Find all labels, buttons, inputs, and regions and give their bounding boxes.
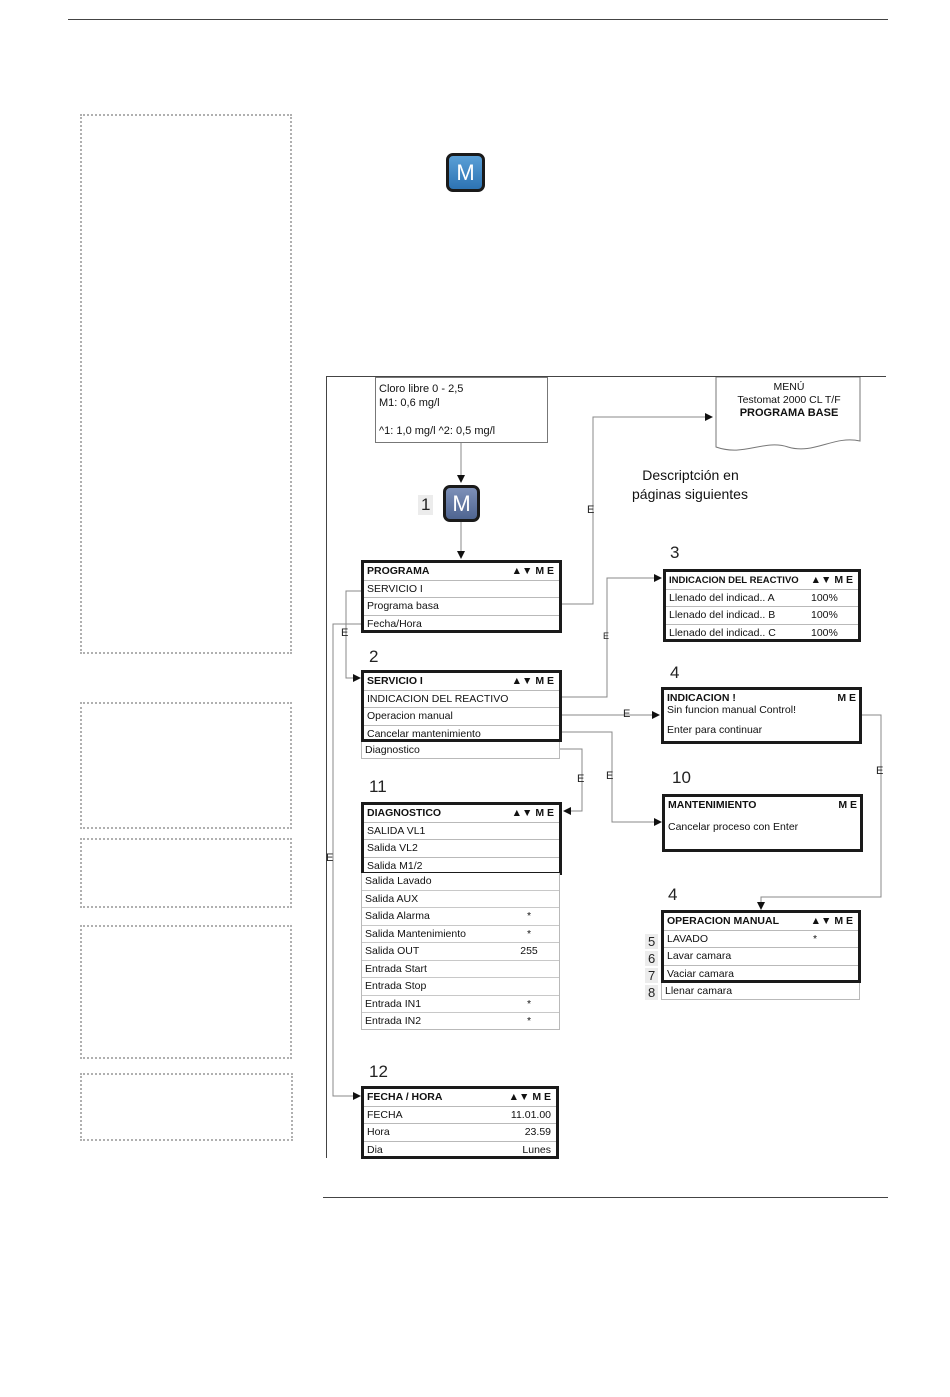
servicio-title: SERVICIO I: [367, 675, 423, 687]
programa-nav: ▲▼ M E: [511, 565, 554, 577]
fecha-row-fecha[interactable]: FECHA 11.01.00: [364, 1107, 556, 1125]
enter-label-2: E: [341, 627, 349, 639]
indicacion-title: INDICACION !: [667, 692, 736, 704]
indicacion-message: [661, 687, 862, 744]
op-number-6: 6: [645, 951, 658, 966]
print-menu-line-2: Testomat 2000 CL T/F: [737, 394, 841, 406]
display-line-1: Cloro libre 0 - 2,5: [379, 383, 464, 395]
operacion-title-row: [664, 913, 858, 931]
operacion-manual-menu: [661, 910, 861, 983]
diagnostico-item-m12[interactable]: Salida M1/2: [367, 859, 423, 872]
operacion-item-llenar[interactable]: Llenar camara: [665, 985, 733, 997]
servicio-nav: ▲▼ M E: [511, 675, 554, 687]
diagnostico-extra: [361, 873, 560, 1030]
servicio-extra: [361, 742, 560, 759]
servicio-item-indicacion[interactable]: INDICACION DEL REACTIVO: [364, 691, 559, 709]
diag-row-stop[interactable]: Entrada Stop: [362, 978, 559, 996]
step-number-1: 1: [418, 495, 433, 515]
enter-label-7: E: [606, 770, 614, 782]
diag-row-aux[interactable]: Salida AUX: [362, 891, 559, 909]
enter-label-8: E: [326, 852, 334, 864]
indicacion-line-2: Enter para continuar: [667, 724, 763, 736]
margin-box-3: [80, 838, 292, 908]
m-key-diagram-icon: M: [443, 485, 480, 522]
step-number-4a: 4: [670, 663, 680, 682]
current-display: [375, 377, 548, 443]
step-number-2: 2: [369, 647, 379, 666]
diagnostico-nav: ▲▼ M E: [511, 807, 554, 819]
step-number-4b: 4: [668, 885, 678, 904]
enter-label-4: E: [623, 708, 631, 720]
servicio-item-diagnostico[interactable]: Diagnostico: [365, 744, 420, 756]
indicacion-nav: M E: [837, 692, 856, 704]
indicacion-reactivo-nav: ▲▼ M E: [810, 574, 853, 586]
bottom-rule: [323, 1197, 888, 1198]
m-key-icon: M: [446, 153, 485, 192]
mantenimiento-line-1: Cancelar proceso con Enter: [668, 821, 799, 833]
step-number-12: 12: [369, 1062, 388, 1081]
diag-row-out[interactable]: Salida OUT 255: [362, 943, 559, 961]
diagnostico-title: DIAGNOSTICO: [367, 807, 442, 819]
operacion-extra: [661, 983, 860, 1000]
description-note-line-1: Descriptción en: [642, 467, 739, 483]
display-line-3: ^1: 1,0 mg/l ^2: 0,5 mg/l: [379, 425, 496, 437]
diag-row-in2[interactable]: Entrada IN2 *: [365, 1015, 532, 1027]
display-line-2: M1: 0,6 mg/l: [379, 397, 440, 409]
indicacion-head: [667, 692, 856, 704]
indicacion-reactivo-menu: [663, 569, 861, 642]
diag-row-alarma[interactable]: Salida Alarma *: [362, 908, 559, 926]
reactivo-row-c[interactable]: Llenado del indicad.. C 100%: [669, 626, 838, 639]
operacion-nav: ▲▼ M E: [810, 915, 853, 927]
margin-box-2: [80, 702, 292, 829]
diagnostico-menu: [361, 802, 562, 875]
mantenimiento-message: [662, 794, 863, 852]
print-menu-line-1: MENÚ: [773, 381, 805, 393]
step-number-10: 10: [672, 768, 691, 787]
programa-title: PROGRAMA: [367, 565, 430, 577]
op-number-7: 7: [645, 968, 658, 983]
print-menu-line-3: PROGRAMA BASE: [739, 407, 839, 419]
fecha-nav: ▲▼ M E: [508, 1091, 551, 1103]
diag-row-mantenimiento[interactable]: Salida Mantenimiento *: [362, 926, 559, 944]
op-number-8: 8: [645, 985, 658, 1000]
operacion-title: OPERACION MANUAL: [667, 915, 779, 927]
programa-item-programa-basa[interactable]: Programa basa: [364, 598, 559, 616]
mantenimiento-head: [668, 799, 857, 811]
enter-label-5: E: [876, 765, 884, 777]
servicio-item-cancelar[interactable]: Cancelar mantenimiento: [367, 727, 481, 740]
operacion-item-lavado[interactable]: LAVADO *: [664, 931, 858, 949]
step-number-3: 3: [670, 543, 680, 562]
op-number-5: 5: [645, 934, 658, 949]
indicacion-reactivo-title: INDICACION DEL REACTIVO: [669, 575, 799, 586]
diagnostico-item-vl2[interactable]: Salida VL2: [364, 840, 559, 858]
margin-box-5: [80, 1073, 293, 1141]
programa-menu: [361, 560, 562, 633]
operacion-item-lavar[interactable]: Lavar camara: [664, 948, 858, 966]
diagram-frame-left: [326, 376, 327, 1158]
servicio-title-row: [364, 673, 559, 691]
fecha-title: FECHA / HORA: [367, 1091, 443, 1103]
indicacion-line-1: Sin funcion manual Control!: [667, 704, 796, 716]
description-note-line-2: páginas siguientes: [632, 486, 748, 502]
programa-title-row: [364, 563, 559, 581]
diag-row-in1[interactable]: Entrada IN1 *: [362, 996, 559, 1014]
enter-label-6: E: [577, 773, 585, 785]
mantenimiento-title: MANTENIMIENTO: [668, 799, 757, 811]
diag-row-lavado[interactable]: Salida Lavado: [362, 873, 559, 891]
operacion-item-vaciar[interactable]: Vaciar camara: [667, 967, 734, 980]
diagnostico-item-vl1[interactable]: SALIDA VL1: [364, 823, 559, 841]
fecha-title-row: [364, 1089, 556, 1107]
fecha-row-dia[interactable]: Dia Lunes: [367, 1143, 551, 1156]
diag-row-start[interactable]: Entrada Start: [362, 961, 559, 979]
step-number-11: 11: [369, 777, 387, 796]
margin-box-4: [80, 925, 292, 1059]
servicio-item-operacion[interactable]: Operacion manual: [364, 708, 559, 726]
diagnostico-title-row: [364, 805, 559, 823]
top-rule: [68, 19, 888, 20]
programa-item-fecha-hora[interactable]: Fecha/Hora: [367, 617, 422, 630]
reactivo-row-a[interactable]: Llenado del indicad.. A 100%: [666, 590, 858, 608]
servicio-menu: [361, 670, 562, 742]
mantenimiento-nav: M E: [838, 799, 857, 811]
fecha-hora-menu: [361, 1086, 559, 1159]
enter-label-3: E: [603, 631, 610, 641]
indicacion-reactivo-title-row: [666, 572, 858, 590]
fecha-row-hora[interactable]: Hora 23.59: [364, 1124, 556, 1142]
programa-item-servicio[interactable]: SERVICIO I: [364, 581, 559, 599]
margin-box-1: [80, 114, 292, 654]
reactivo-row-b[interactable]: Llenado del indicad.. B 100%: [666, 607, 858, 625]
enter-label-1: E: [587, 504, 595, 516]
